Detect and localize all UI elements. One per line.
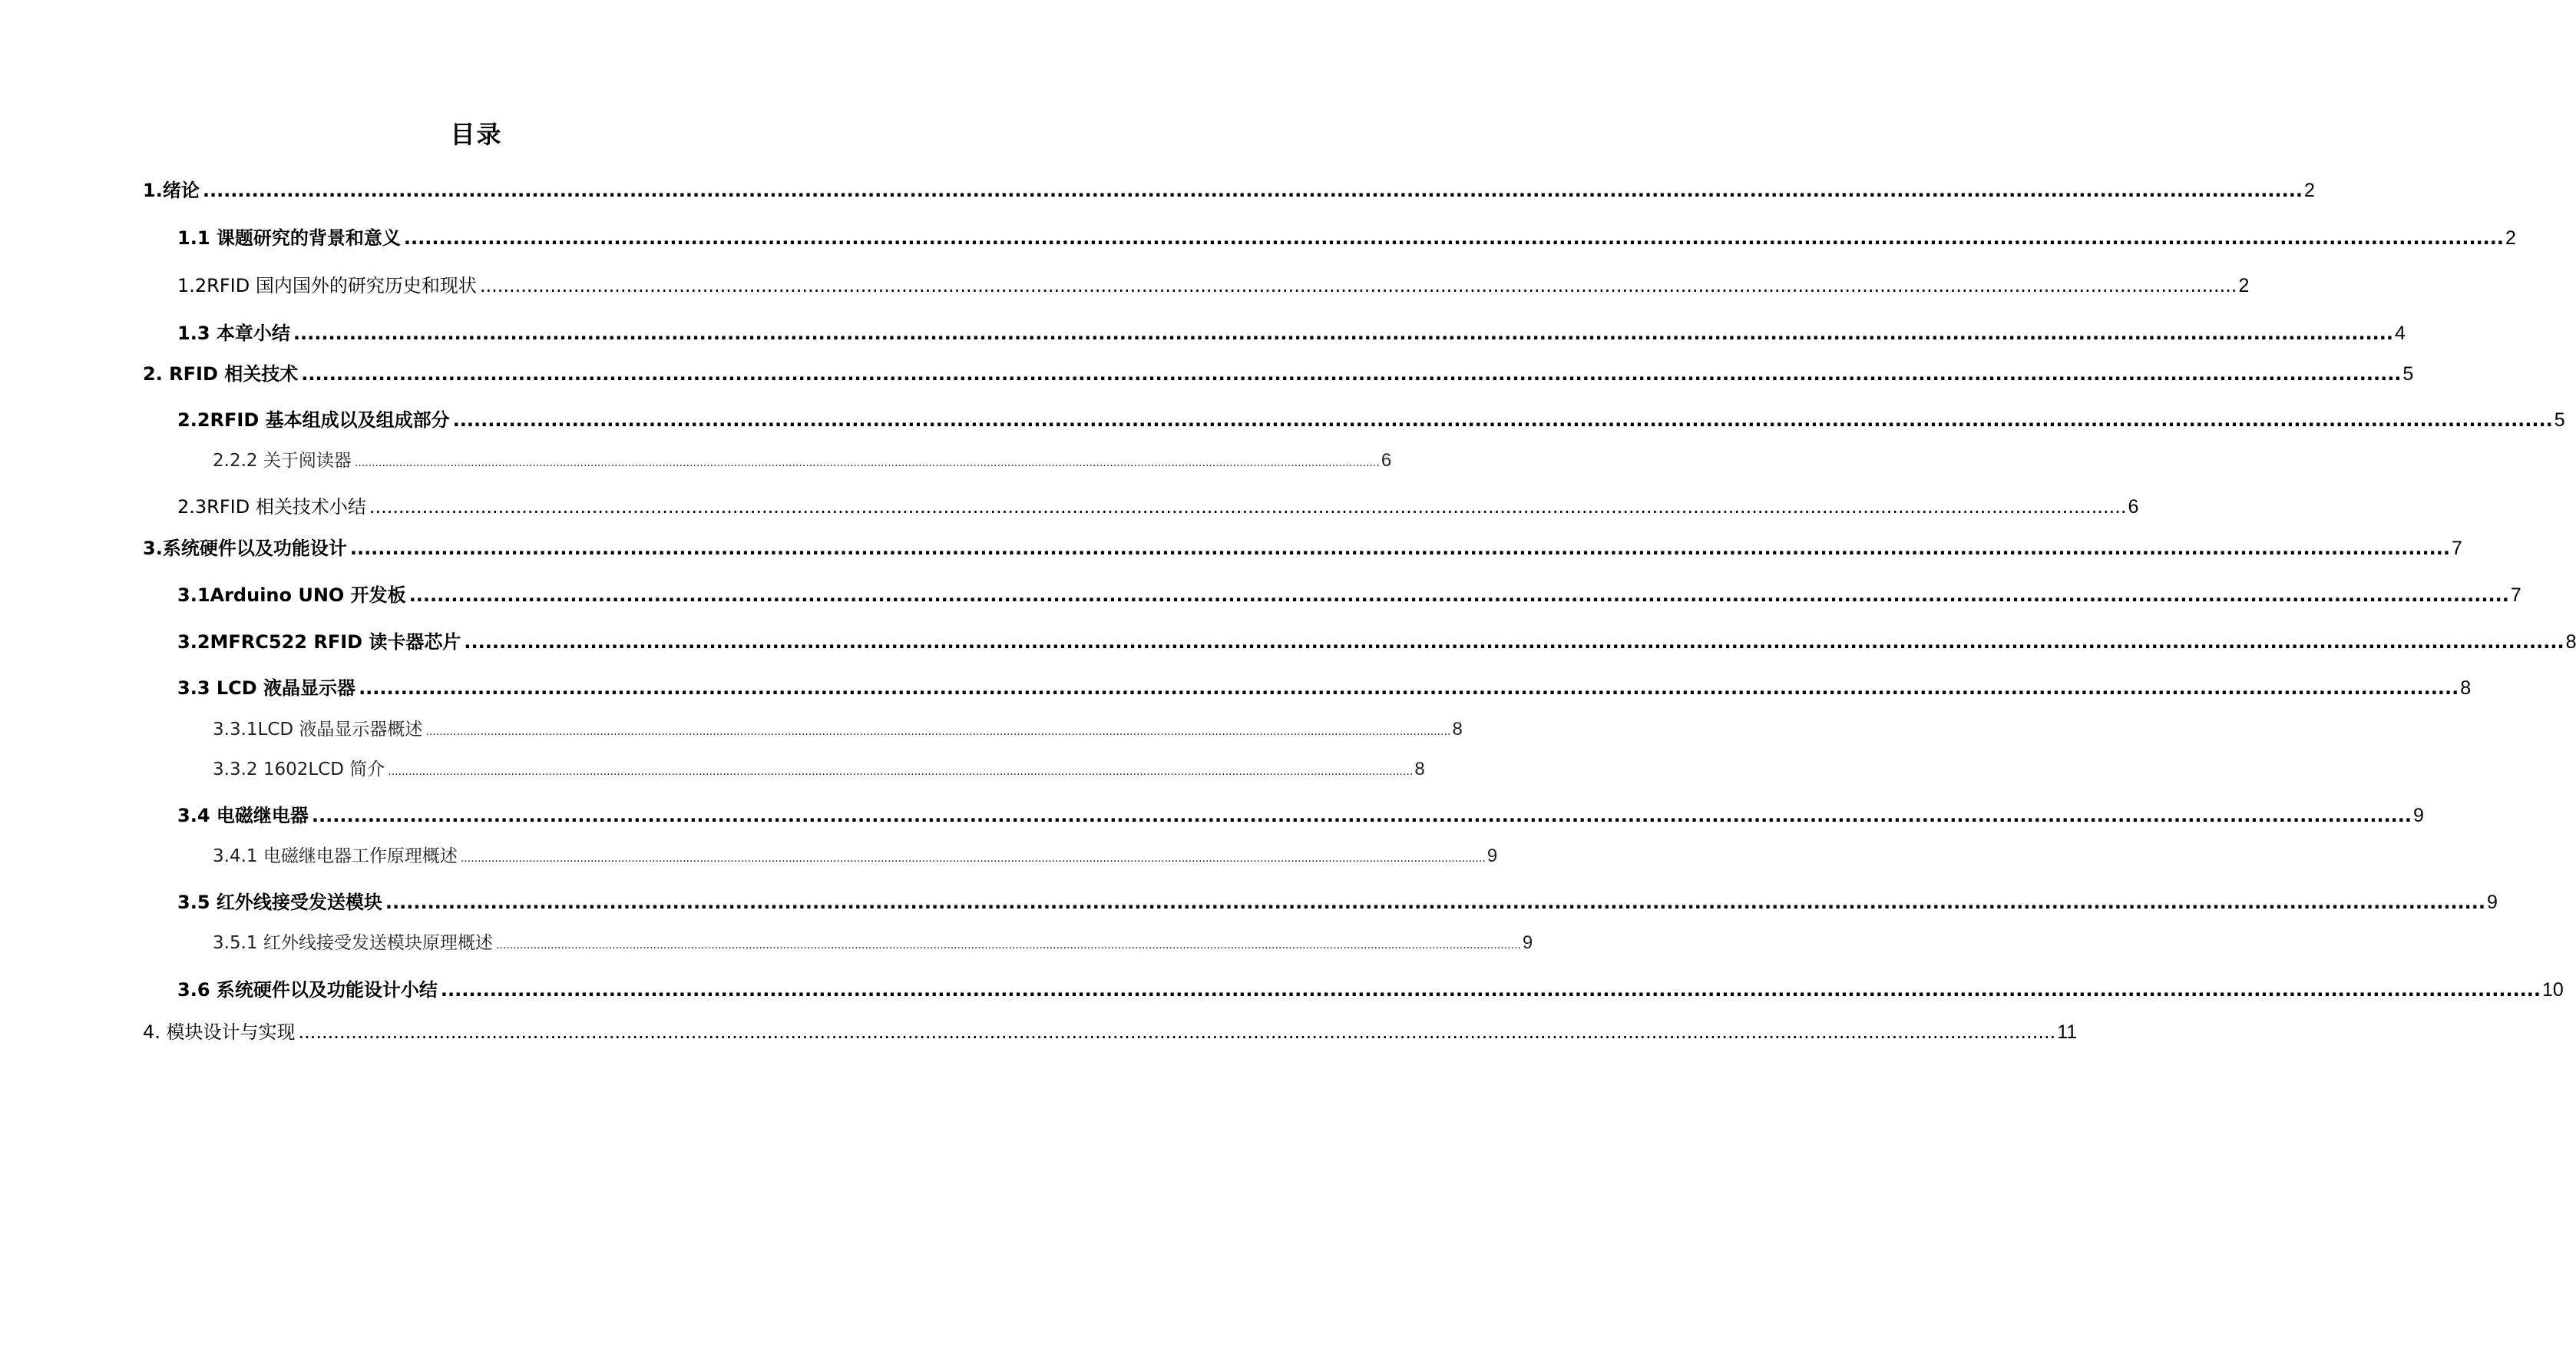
toc-entry-label: 3.3.1LCD 液晶显示器概述 (213, 720, 423, 740)
dot-leader: ............................................................................................................................................................................................................................................................................................................ (440, 979, 2541, 1001)
toc-entry-3-4[interactable] (177, 800, 2424, 831)
toc-entry-label: 2.2.2 关于阅读器 (213, 451, 352, 471)
toc-entry-3-6[interactable] (177, 975, 2564, 1005)
dot-leader: ............................................................................................................................................................................................................................................................................................................ (349, 538, 2450, 559)
toc-entry-3-3[interactable] (177, 673, 2472, 703)
dot-leader: ............................................................................................................................................................................................................................................................................................................ (311, 805, 2412, 826)
toc-entry-page: 2 (2303, 180, 2315, 201)
dot-leader: ............................................................................................................................................................................................................................................................................................................ (359, 677, 2459, 699)
toc-entry-label: 2.2RFID 基本组成以及组成部分 (177, 409, 450, 431)
toc-entry-label: 3.系统硬件以及功能设计 (143, 538, 347, 559)
toc-entry-2[interactable] (143, 359, 2414, 389)
toc-entry-label: 3.5 红外线接受发送模块 (177, 892, 382, 913)
toc-entry-label: 1.3 本章小结 (177, 323, 290, 344)
toc-entry-label: 3.4 电磁继电器 (177, 805, 309, 826)
dot-leader: ............................................................................................................................................................................................................................................................................................................ (425, 726, 1451, 738)
toc-entry-page: 9 (2487, 892, 2498, 913)
toc-entry-2-2-2[interactable] (213, 446, 1392, 477)
toc-entry-page: 8 (2460, 677, 2472, 699)
dot-leader: ............................................................................................................................................................................................................................................................................................................ (354, 457, 1380, 469)
dot-leader: ............................................................................................................................................................................................................................................................................................................ (298, 1021, 2056, 1043)
toc-entry-1-1[interactable] (177, 223, 2516, 253)
dot-leader: ............................................................................................................................................................................................................................................................................................................ (495, 939, 1521, 952)
toc-entry-page: 2 (2505, 227, 2516, 249)
toc-entry-page: 8 (1414, 759, 1425, 779)
toc-entry-page: 5 (2554, 409, 2565, 431)
dot-leader: ............................................................................................................................................................................................................................................................................................................ (301, 363, 2402, 385)
toc-entry-label: 2.3RFID 相关技术小结 (177, 496, 366, 518)
dot-leader: ............................................................................................................................................................................................................................................................................................................ (369, 496, 2127, 518)
toc-entry-label: 3.6 系统硬件以及功能设计小结 (177, 979, 438, 1001)
toc-entry-3[interactable] (143, 533, 2462, 564)
toc-entry-page: 9 (2413, 805, 2424, 826)
dot-leader: ............................................................................................................................................................................................................................................................................................................ (452, 409, 2553, 431)
toc-entry-3-2[interactable] (177, 627, 2576, 657)
dot-leader: ............................................................................................................................................................................................................................................................................................................ (464, 631, 2564, 653)
toc-entry-3-3-1[interactable] (213, 715, 1463, 746)
toc-entry-1[interactable] (143, 175, 2315, 206)
toc-entry-2-3[interactable] (177, 491, 2139, 522)
toc-entry-page: 2 (2238, 275, 2250, 296)
toc-entry-page: 4 (2395, 323, 2406, 344)
toc-entry-page: 10 (2542, 979, 2564, 1001)
dot-leader: ............................................................................................................................................................................................................................................................................................................ (479, 275, 2237, 296)
toc-entry-page: 5 (2402, 363, 2414, 385)
dot-leader: ............................................................................................................................................................................................................................................................................................................ (460, 852, 1486, 865)
toc-entry-page: 11 (2057, 1021, 2078, 1043)
toc-entry-3-5-1[interactable] (213, 928, 1533, 959)
toc-entry-page: 9 (1522, 932, 1533, 953)
toc-entry-page: 8 (1452, 719, 1463, 740)
dot-leader: ............................................................................................................................................................................................................................................................................................................ (403, 227, 2505, 249)
dot-leader: ............................................................................................................................................................................................................................................................................................................ (293, 323, 2394, 344)
toc-entry-page: 8 (2565, 631, 2576, 653)
toc-entry-3-5[interactable] (177, 887, 2498, 918)
toc-entry-label: 3.1Arduino UNO 开发板 (177, 584, 406, 606)
toc-entry-page: 6 (1381, 450, 1392, 471)
dot-leader: ............................................................................................................................................................................................................................................................................................................ (388, 766, 1414, 778)
toc-entry-label: 2. RFID 相关技术 (143, 363, 299, 385)
toc-entry-3-3-2[interactable] (213, 755, 1425, 786)
toc-entry-4[interactable] (143, 1017, 2078, 1047)
toc-entry-label: 3.2MFRC522 RFID 读卡器芯片 (177, 631, 461, 653)
toc-entry-page: 6 (2128, 496, 2139, 518)
toc-entry-1-3[interactable] (177, 318, 2406, 349)
toc-entry-label: 1.2RFID 国内国外的研究历史和现状 (177, 275, 477, 296)
toc-entry-label: 4. 模块设计与实现 (143, 1021, 296, 1043)
dot-leader: ............................................................................................................................................................................................................................................................................................................ (385, 892, 2486, 913)
toc-entry-2-2[interactable] (177, 405, 2565, 435)
toc-entry-label: 1.1 课题研究的背景和意义 (177, 227, 401, 249)
toc-entry-label: 3.3 LCD 液晶显示器 (177, 677, 356, 699)
toc-entry-number: 1. (143, 180, 163, 201)
dot-leader: ............................................................................................................................................................................................................................................................................................................ (202, 180, 2303, 201)
toc-entry-page: 7 (2510, 584, 2521, 606)
dot-leader: ............................................................................................................................................................................................................................................................................................................ (408, 584, 2509, 606)
toc-entry-label: 3.5.1 红外线接受发送模块原理概述 (213, 933, 493, 953)
toc-entry-page: 9 (1486, 846, 1498, 866)
toc-entry-3-1[interactable] (177, 580, 2521, 611)
toc-entry-label: 3.4.1 电磁继电器工作原理概述 (213, 846, 458, 866)
toc-title: 目录 (450, 120, 503, 149)
toc-entry-label: 3.3.2 1602LCD 简介 (213, 760, 385, 779)
toc-entry-3-4-1[interactable] (213, 842, 1498, 872)
toc-entry-1-2[interactable] (177, 270, 2250, 301)
toc-entry-page: 7 (2451, 538, 2462, 559)
toc-entry-label: 绪论 (162, 180, 200, 201)
